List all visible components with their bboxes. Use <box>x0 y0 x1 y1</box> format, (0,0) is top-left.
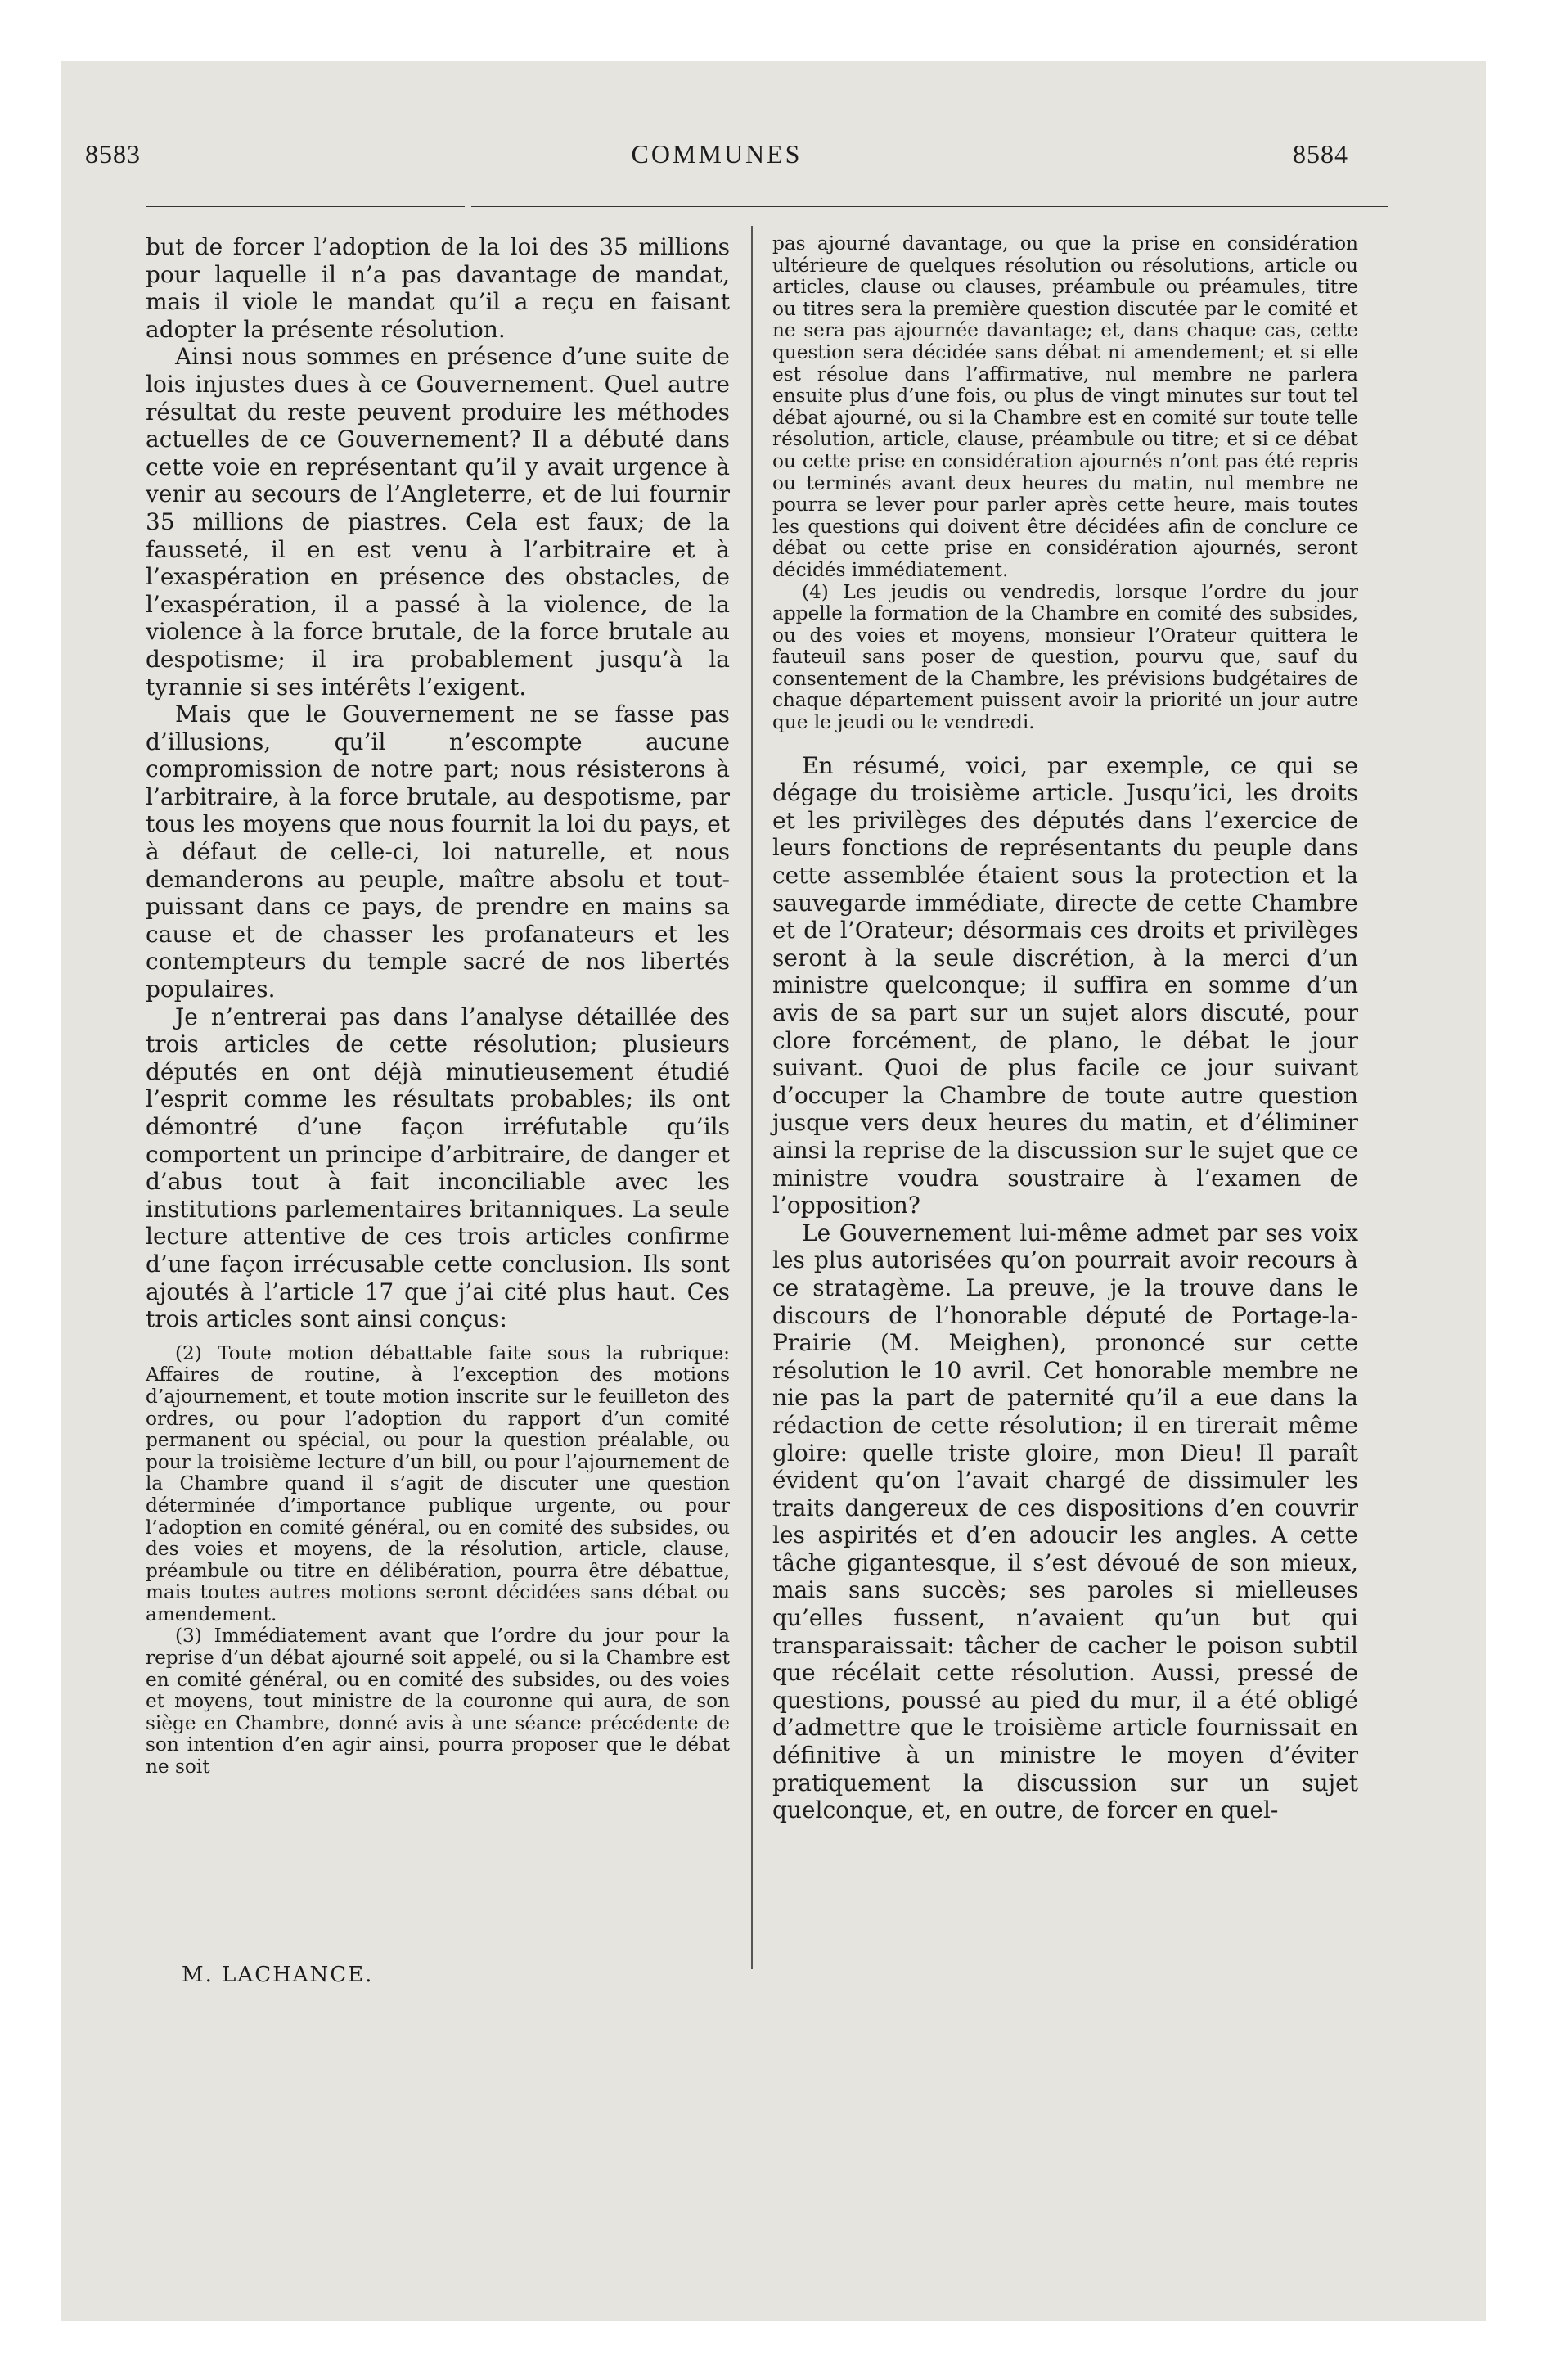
paragraph: Le Gouvernement lui-même admet par ses voix les plus autorisées qu’on pourrait avoir recours à ce stratagème. La preuve, je la trouve dans le discours de l’honorable député de Portage-la-Prairie (M. Meighen), prononcé sur cette résolution le 10 avril. Cet honorable membre ne nie pas la part de paternité qu’il a eue dans la rédaction de cette résolution; il en tirerait même gloire: quelle triste gloire, mon Dieu! Il paraît évident qu’on l’avait chargé de dissimuler les traits dangereux de ces dispositions d’en couvrir les aspirités et d’en adoucir les angles. A cette tâche gigantesque, il s’est dévoué de son mieux, mais sans succès; ses paroles si mielleuses qu’elles fussent, n’avaient qu’un but qui transparaissait: tâcher de cacher le poison subtil que récélait cette résolution. Aussi, pressé de questions, poussé au pied du mur, il a été obligé d’admettre que le troisième article fournissait en définitive à un ministre le moyen d’éviter pratiquement la discussion sur un sujet quelconque, et, en outre, de forcer en quel- <box>772 1219 1358 1824</box>
quoted-rule-3: (3) Immédiatement avant que l’ordre du jour pour la reprise d’un débat ajourné soit appelé, ou si la Chambre est en comité général, ou en comité des subsides, ou des voies et moyens, tout ministre de la couronne qui aura, de son siège en Chambre, donné avis à une séance précédente de son intention d’en agir ainsi, pourra proposer que le débat ne soit <box>146 1625 730 1778</box>
left-column <box>146 233 730 1778</box>
header-rule-left <box>146 205 465 207</box>
header-title: COMMUNES <box>631 139 803 169</box>
right-column <box>772 233 1358 1824</box>
quoted-rule-3-continued: pas ajourné davantage, ou que la prise en considération ultérieure de quelques résolution ou résolutions, article ou articles, clause ou clauses, préambule ou préamules, titre ou titres sera la première question discutée par le comité et ne sera pas ajournée davantage; et, dans chaque cas, cette question sera décidée sans débat ni amendement; et si elle est résolue dans l’affirmative, nul membre ne parlera ensuite plus d’une fois, ou plus de vingt minutes sur tout tel débat ajourné, ou si la Chambre est en comité sur toute telle résolution, article, clause, préambule ou titre; et si ce débat ou cette prise en considération ajournés n’ont pas été repris ou terminés avant deux heures du matin, nul membre ne pourra se lever pour parler après cette heure, mais toutes les questions qui doivent être décidées afin de conclure ce débat ou cette prise en considération ajournés, seront décidés immédiatement. <box>772 232 1358 581</box>
speaker-signature: M. LACHANCE. <box>182 1963 374 1987</box>
quoted-rule-2: (2) Toute motion débattable faite sous la rubrique: Affaires de routine, à l’exception des motions d’ajournement, et toute motion inscrite sur le feuilleton des ordres, ou pour l’adoption du rapport d’un comité permanent ou spécial, ou pour la question préalable, ou pour la troisième lecture d’un bill, ou pour l’ajournement de la Chambre quand il s’agit de discuter une question déterminée d’importance publique urgente, ou pour l’adoption en comité général, ou en comité des subsides, ou des voies et moyens, de la résolution, article, clause, préambule ou titre en délibération, pourra être débattue, mais toutes autres motions seront décidées sans débat ou amendement. <box>146 1341 730 1625</box>
column-divider <box>751 226 753 1969</box>
header-rule-right <box>471 205 1388 207</box>
right-page-number: 8584 <box>1293 139 1348 169</box>
paragraph: Ainsi nous sommes en présence d’une suite de lois injustes dues à ce Gouvernement. Quel autre résultat du reste peuvent produire les méthodes actuelles de ce Gouvernement? Il a débuté dans cette voie en représentant qu’il y avait urgence à venir au secours de l’Angleterre, et de lui fournir 35 millions de piastres. Cela est faux; de la fausseté, il en est venu à l’arbitraire et à l’exaspération en présence des obstacles, de l’exaspération, il a passé à la violence, de la violence à la force brutale, de la force brutale au despotisme; il ira probablement jusqu’à la tyrannie si ses intérêts l’exigent. <box>146 343 730 701</box>
paragraph: Mais que le Gouvernement ne se fasse pas d’illusions, qu’il n’escompte aucune compromission de notre part; nous résisterons à l’arbitraire, à la force brutale, au despotisme, par tous les moyens que nous fournit la loi du pays, et à défaut de celle-ci, loi naturelle, et nous demanderons au peuple, maître absolu et tout-puissant dans ce pays, de prendre en mains sa cause et de chasser les profanateurs et les contempteurs du temple sacré de nos libertés populaires. <box>146 701 730 1003</box>
running-header <box>85 139 1348 172</box>
quoted-rule-4: (4) Les jeudis ou vendredis, lorsque l’ordre du jour appelle la formation de la Chambre en comité des subsides, ou des voies et moyens, monsieur l’Orateur quittera le fauteuil sans poser de question, pourvu que, sauf du consentement de la Chambre, les prévisions budgétaires de chaque département puissent avoir la priorité un jour autre que le jeudi ou le vendredi. <box>772 580 1358 734</box>
left-page-number: 8583 <box>85 139 141 169</box>
paragraph: but de forcer l’adoption de la loi des 35 millions pour laquelle il n’a pas davantage de mandat, mais il viole le mandat qu’il a reçu en faisant adopter la présente résolution. <box>146 233 730 343</box>
paragraph: En résumé, voici, par exemple, ce qui se dégage du troisième article. Jusqu’ici, les droits et les privilèges des députés dans l’exercice de leurs fonctions de représentants du peuple dans cette assemblée étaient sous la protection et la sauvegarde immédiate, directe de cette Chambre et de l’Orateur; désormais ces droits et privilèges seront à la seule discrétion, à la merci d’un ministre quelconque; il suffira en somme d’un avis de sa part sur un sujet alors discuté, pour clore forcément, de plano, le débat le jour suivant. Quoi de plus facile ce jour suivant d’occuper la Chambre de toute autre question jusque vers deux heures du matin, et d’éliminer ainsi la reprise de la discussion sur le sujet que ce ministre voudra soustraire à l’examen de l’opposition? <box>772 751 1358 1219</box>
paragraph: Je n’entrerai pas dans l’analyse détaillée des trois articles de cette résolution; plusieurs députés en ont déjà minutieusement étudié l’esprit comme les résultats probables; ils ont démontré d’une façon irréfutable qu’ils comportent un principe d’arbitraire, de danger et d’abus tout à fait inconciliable avec les institutions parlementaires britanniques. La seule lecture attentive de ces trois articles confirme d’une façon irrécusable cette conclusion. Ils sont ajoutés à l’article 17 que j’ai cité plus haut. Ces trois articles sont ainsi conçus: <box>146 1003 730 1333</box>
